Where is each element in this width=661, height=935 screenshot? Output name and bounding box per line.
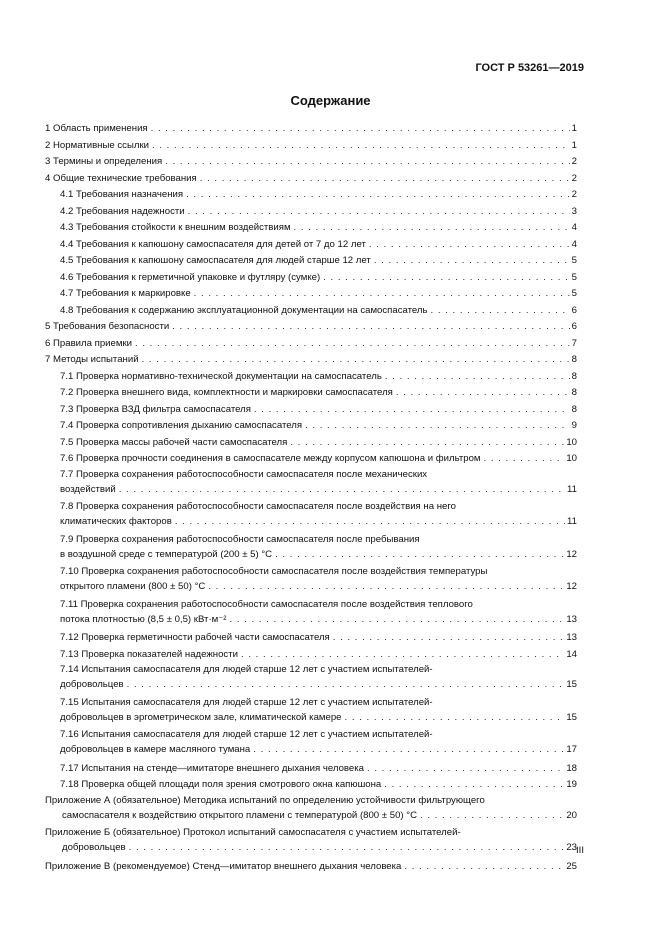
toc-entry[interactable] (60, 482, 577, 499)
toc-entry-title: 7.6 Проверка прочности соединения в самоспасателе между корпусом капюшона и фильтром (60, 453, 481, 464)
toc-entry-page: 2 (571, 189, 577, 200)
toc-entry-page: 14 (566, 648, 577, 660)
toc-entry-page: 5 (571, 271, 577, 283)
toc-entry-page: 17 (566, 744, 577, 755)
toc-entry-multiline[interactable] (45, 533, 577, 564)
toc-entry-title: открытого пламени (800 ± 50) °С (60, 581, 206, 592)
toc-entry[interactable] (45, 808, 577, 825)
toc-entry-page: 10 (566, 453, 577, 464)
toc-entry-title: 4.1 Требования назначения (60, 189, 184, 200)
toc-entry-title: 7 Методы испытаний (45, 354, 139, 365)
toc-entry-page: 15 (566, 711, 577, 723)
toc-entry-page: 1 (571, 139, 577, 151)
toc-entry[interactable] (45, 303, 577, 320)
toc-entry-title: 7.9 Проверка сохранения работоспособности самоспасателя после пребывания (60, 533, 420, 545)
toc-entry-page: 18 (566, 762, 577, 774)
dot-leader (431, 303, 570, 320)
toc-entry-page: 2 (571, 156, 577, 167)
toc-entry-page: 11 (567, 483, 577, 495)
toc-entry-page: 4 (571, 222, 577, 233)
toc-entry-title: 4.2 Требования надежности (60, 205, 185, 217)
toc-entry-title: 7.10 Проверка сохранения работоспособности самоспасателя после воздействия температуры (60, 566, 488, 577)
toc-entry[interactable] (45, 336, 577, 353)
toc-entry-page: 20 (566, 809, 577, 821)
toc-entry[interactable] (45, 451, 577, 468)
toc-entry-title: добровольцев (62, 842, 126, 853)
toc-entry[interactable] (45, 154, 577, 171)
toc-entry-multiline[interactable] (45, 728, 577, 759)
toc-entry-multiline[interactable] (45, 696, 577, 727)
toc-entry-title: 4.8 Требования к содержанию эксплуатационной документации на самоспасатель (60, 304, 428, 316)
toc-entry[interactable] (45, 435, 577, 452)
toc-entry-title: 1 Область применения (45, 123, 148, 134)
dot-leader (200, 171, 570, 188)
dot-leader (404, 859, 564, 876)
dot-leader (294, 220, 570, 237)
dot-leader (165, 154, 569, 171)
toc-entry[interactable] (45, 171, 577, 188)
toc-entry[interactable] (45, 204, 577, 221)
toc-entry-page: 19 (566, 779, 577, 790)
toc-entry[interactable] (45, 385, 577, 402)
toc-entry[interactable] (45, 840, 577, 857)
toc-entry-page: 8 (571, 403, 577, 415)
dot-leader (396, 385, 570, 402)
dot-leader (323, 270, 569, 287)
toc-entry[interactable] (45, 369, 577, 386)
toc-entry-title: Приложение Б (обязательное) Протокол испытаний самоспасателя с участием испытателей- (45, 827, 461, 838)
toc-entry[interactable] (45, 630, 577, 647)
toc-entry-page: 13 (566, 613, 577, 625)
toc-entry[interactable] (45, 187, 577, 204)
toc-entry-page: 6 (571, 321, 577, 332)
dot-leader (129, 840, 565, 857)
toc-entry-multiline[interactable] (45, 826, 577, 857)
toc-entry-title: 2 Нормативные ссылки (45, 139, 150, 151)
dot-leader (345, 710, 565, 727)
dot-leader (254, 402, 570, 419)
toc-entry-title: 4.5 Требования к капюшону самоспасателя для людей старше 12 лет (60, 255, 371, 266)
toc-entry-title: 7.15 Испытания самоспасателя для людей старше 12 лет с участием испытателей- (60, 696, 433, 708)
toc-entry[interactable] (60, 677, 577, 694)
toc-entry-page: 12 (566, 548, 577, 560)
toc-entry-page: 5 (571, 255, 577, 266)
toc-entry-title: 3 Термины и определения (45, 156, 163, 167)
dot-leader (135, 336, 570, 353)
toc-entry[interactable] (45, 270, 577, 287)
dot-leader (152, 138, 570, 155)
dot-leader (369, 237, 570, 254)
dot-leader (241, 647, 564, 664)
dot-leader (367, 761, 564, 778)
dot-leader (175, 514, 565, 531)
toc-entry-title: 5 Требования безопасности (45, 321, 170, 332)
toc-entry[interactable] (45, 402, 577, 419)
toc-entry-title: 4 Общие технические требования (45, 172, 197, 184)
toc-entry-title: 7.14 Испытания самоспасателя для людей старше 12 лет с участием испытателей- (60, 664, 433, 675)
toc-entry[interactable] (45, 121, 577, 138)
toc-entry-page: 23 (566, 842, 577, 853)
page-title: Содержание (290, 93, 371, 108)
toc-entry[interactable] (45, 761, 577, 778)
toc-entry-title: 7.5 Проверка массы рабочей части самоспасателя (60, 436, 288, 448)
dot-leader (385, 369, 570, 386)
toc-entry-title: 7.11 Проверка сохранения работоспособности самоспасателя после воздействия теплового (60, 598, 473, 610)
dot-leader (151, 121, 570, 138)
toc-entry-page: 13 (566, 632, 577, 643)
dot-leader (374, 253, 570, 270)
toc-entry-page: 9 (571, 420, 577, 431)
dot-leader (142, 352, 570, 369)
toc-entry-page: 11 (567, 516, 577, 527)
toc-entry-title: 7.7 Проверка сохранения работоспособности самоспасателя после механических (60, 468, 428, 480)
toc-entry[interactable] (60, 710, 577, 727)
page-number: III (576, 845, 584, 856)
toc-entry-title: 4.4 Требования к капюшону самоспасателя для детей от 7 до 12 лет (60, 238, 366, 250)
toc-entry-title: воздействий (60, 483, 116, 495)
dot-leader (208, 579, 564, 596)
toc-entry[interactable] (60, 612, 577, 629)
toc-entry[interactable] (45, 777, 577, 794)
dot-leader (188, 204, 570, 221)
toc-entry[interactable] (45, 859, 577, 876)
toc-entry-title: 7.13 Проверка показателей надежности (60, 648, 238, 660)
toc-entry-title: 4.6 Требования к герметичной упаковке и футляру (сумке) (60, 271, 321, 283)
toc-entry-multiline[interactable] (45, 794, 577, 825)
toc-entry-title: Приложение А (обязательное) Методика испытаний по определению устойчивости фильтрующего (45, 794, 485, 806)
toc-entry-page: 2 (571, 172, 577, 184)
dot-leader (230, 612, 565, 629)
toc-entry-multiline[interactable] (45, 468, 577, 499)
toc-entry-page: 15 (566, 679, 577, 690)
dot-leader (420, 808, 564, 825)
toc-entry-page: 10 (566, 436, 577, 448)
toc-entry-title: добровольцев в камере масляного тумана (60, 744, 251, 755)
toc-entry-page: 3 (571, 205, 577, 217)
dot-leader (127, 677, 565, 694)
toc-entry-title: 7.2 Проверка внешнего вида, комплектности и маркировки самоспасателя (60, 387, 393, 398)
toc-entry-title: климатических факторов (60, 516, 172, 527)
toc-entry-title: потока плотностью (8,5 ± 0,5) кВт·м⁻² (60, 613, 227, 625)
toc-entry-title: 7.8 Проверка сохранения работоспособности самоспасателя после воздействия на него (60, 501, 456, 512)
dot-leader (333, 630, 565, 647)
dot-leader (275, 547, 564, 564)
toc-entry-title: 4.7 Требования к маркировке (60, 288, 191, 299)
toc-entry[interactable] (60, 547, 577, 564)
toc-entry-page: 8 (571, 387, 577, 398)
toc-entry-page: 6 (571, 304, 577, 316)
toc-entry[interactable] (60, 742, 577, 759)
toc-entry-title: 7.12 Проверка герметичности рабочей части самоспасателя (60, 632, 330, 643)
dot-leader (194, 286, 570, 303)
toc-entry-title: добровольцев (60, 679, 124, 690)
dot-leader (290, 435, 564, 452)
toc-entry-title: Приложение В (рекомендуемое) Стенд—имитатор внешнего дыхания человека (45, 860, 402, 872)
toc-entry-multiline[interactable] (45, 565, 577, 596)
toc-entry-page: 5 (571, 288, 577, 299)
toc-entry[interactable] (45, 237, 577, 254)
toc-entry-title: добровольцев в эргометрическом зале, климатической камере (60, 711, 342, 723)
toc-entry-title: 4.3 Требования стойкости к внешним воздействиям (60, 222, 291, 233)
dot-leader (186, 187, 570, 204)
toc-entry-page: 25 (566, 860, 577, 872)
toc-entry[interactable] (45, 647, 577, 664)
toc-entry-title: 7.16 Испытания самоспасателя для людей старше 12 лет с участием испытателей- (60, 729, 433, 740)
toc-entry-page: 8 (571, 354, 577, 365)
dot-leader (305, 418, 570, 435)
toc-entry[interactable] (60, 514, 577, 531)
toc-entry-title: 7.18 Проверка общей площади поля зрения смотрового окна капюшона (60, 779, 382, 790)
dot-leader (484, 451, 565, 468)
toc-entry-page: 8 (571, 370, 577, 382)
toc-entry-title: 7.17 Испытания на стенде—имитаторе внешнего дыхания человека (60, 762, 364, 774)
toc-entry[interactable] (45, 319, 577, 336)
toc-entry-page: 12 (566, 581, 577, 592)
toc-entry[interactable] (45, 253, 577, 270)
toc-entry[interactable] (45, 352, 577, 369)
toc-entry[interactable] (45, 220, 577, 237)
toc-entry-title: 6 Правила приемки (45, 337, 132, 349)
toc-entry[interactable] (45, 418, 577, 435)
toc-entry-title: 7.3 Проверка ВЗД фильтра самоспасателя (60, 403, 251, 415)
dot-leader (119, 482, 565, 499)
toc-entry-title: в воздушной среде с температурой (200 ± 5) °С (60, 548, 273, 560)
dot-leader (172, 319, 569, 336)
table-of-contents (45, 121, 577, 875)
toc-entry-multiline[interactable] (45, 598, 577, 629)
toc-entry-multiline[interactable] (45, 663, 577, 694)
toc-entry-page: 4 (571, 238, 577, 250)
toc-entry-title: самоспасателя к воздействию открытого пламени с температурой (800 ± 50) °С (62, 809, 418, 821)
toc-entry[interactable] (45, 138, 577, 155)
standard-number: ГОСТ Р 53261—2019 (475, 62, 584, 74)
toc-entry-title: 7.4 Проверка сопротивления дыханию самоспасателя (60, 420, 303, 431)
dot-leader (253, 742, 564, 759)
toc-entry[interactable] (45, 286, 577, 303)
toc-entry[interactable] (60, 579, 577, 596)
dot-leader (384, 777, 564, 794)
toc-entry-title: 7.1 Проверка нормативно-технической документации на самоспасатель (60, 370, 382, 382)
toc-entry-multiline[interactable] (45, 500, 577, 531)
toc-entry-page: 1 (571, 123, 577, 134)
toc-entry-page: 7 (571, 337, 577, 349)
